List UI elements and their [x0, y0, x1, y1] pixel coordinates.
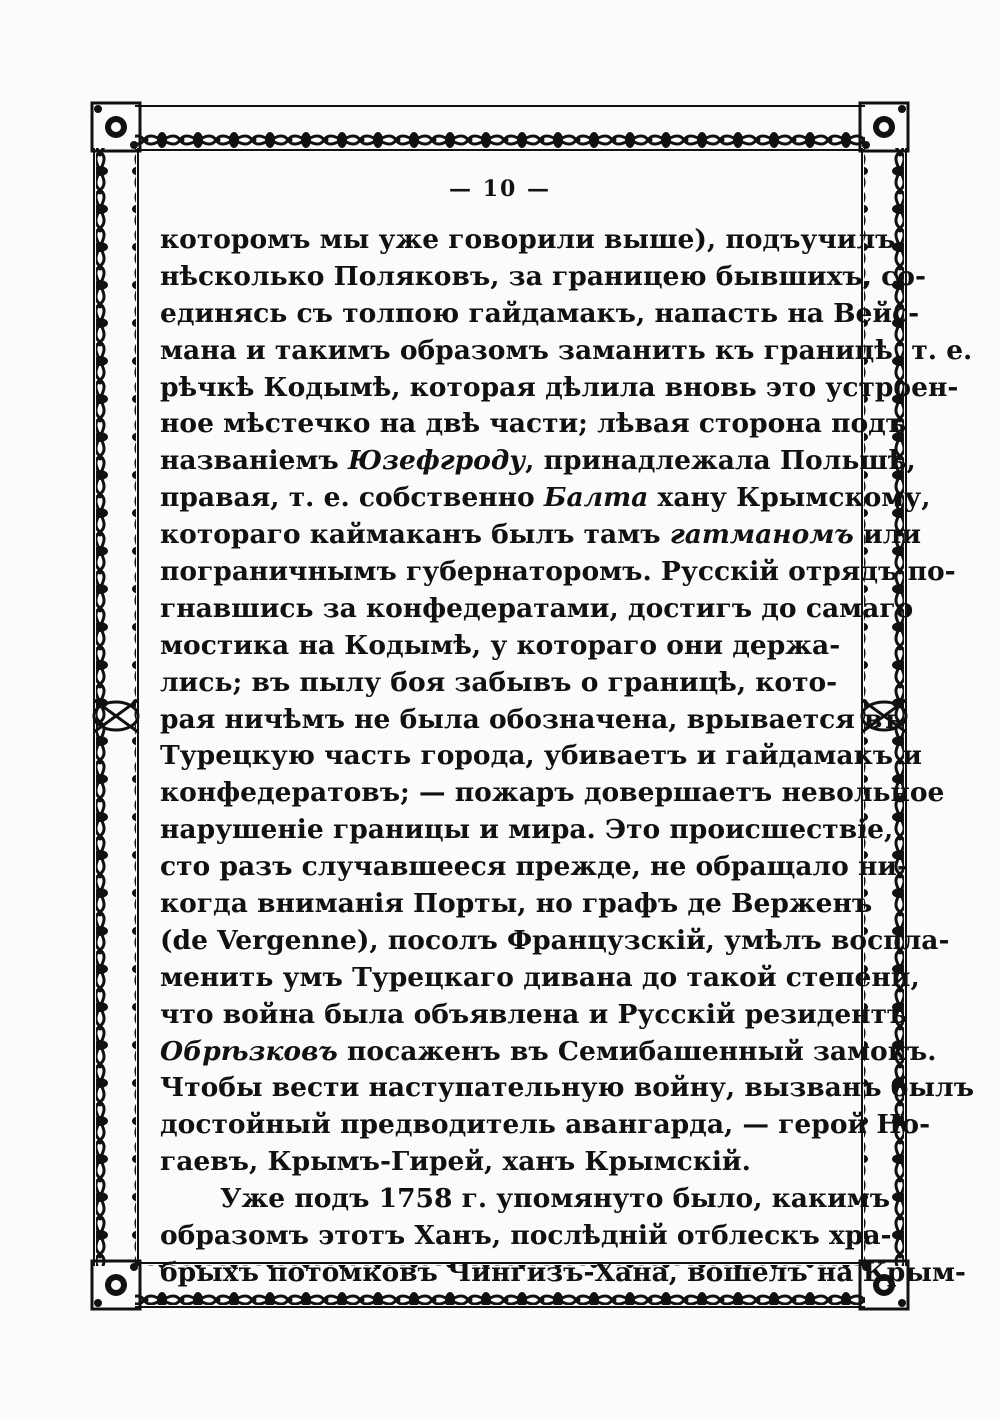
text-line: (de Vergenne), посолъ Французскій, умѣлъ воспла-: [160, 924, 950, 956]
text-line: гнавшись за конфедератами, достигъ до самаго: [160, 592, 914, 624]
text-line: мана и такимъ образомъ заманить къ границѣ, т. е.: [160, 334, 973, 366]
text-line: мостика на Кодымѣ, у котораго они держа-: [160, 629, 841, 661]
italic-place-name: Юзефгроду: [347, 445, 526, 477]
text-line: правая, т. е. собственно Балта хану Крымскому,: [160, 482, 931, 514]
italic-person-name: Обрѣзковъ: [160, 1035, 338, 1067]
border-top: [135, 108, 865, 148]
text-line: брыхъ потомковъ Чингизъ-Хана, вошелъ на Крым-: [160, 1256, 966, 1288]
text-line: менить умъ Турецкаго дивана до такой степени,: [160, 961, 920, 993]
page-number: — 10 —: [449, 176, 551, 202]
corner-ornament-top-left: [92, 103, 140, 151]
text-line: лись; въ пылу боя забывъ о границѣ, кото-: [160, 666, 838, 698]
corner-ornament-top-right: [860, 103, 908, 151]
text-line: рѣчкѣ Кодымѣ, которая дѣлила вновь это устроен-: [160, 371, 959, 403]
text-line: рая ничѣмъ не была обозначена, врывается въ: [160, 703, 903, 735]
text-line: Уже подъ 1758 г. упомянуто было, какимъ: [220, 1183, 891, 1215]
italic-place-name: Балта: [543, 482, 649, 514]
text-line: когда вниманія Порты, но графъ де Верженъ: [160, 888, 873, 920]
text-line: что война была объявлена и Русскій резидентъ: [160, 998, 908, 1030]
text-line: сто разъ случавшееся прежде, не обращало ни-: [160, 851, 909, 883]
text-line: Турецкую часть города, убиваетъ и гайдамакъ и: [160, 740, 922, 772]
text-line: достойный предводитель авангарда, — герой Но-: [160, 1109, 931, 1141]
italic-title: гатманомъ: [669, 519, 854, 551]
text-line: Чтобы вести наступательную войну, вызванъ былъ: [160, 1072, 975, 1104]
text-line: конфедератовъ; — пожаръ довершаетъ невольное: [160, 777, 945, 809]
text-line: нѣсколько Поляковъ, за границею бывшихъ, со-: [160, 260, 926, 292]
text-line: названіемъ Юзефгроду, принадлежала Польшѣ,: [160, 445, 916, 477]
text-line: котораго каймаканъ былъ тамъ гатманомъ или: [160, 519, 921, 551]
text-line: гаевъ, Крымъ-Гирей, ханъ Крымскій.: [160, 1146, 751, 1178]
corner-ornament-bottom-left: [92, 1261, 140, 1309]
text-line: ное мѣстечко на двѣ части; лѣвая сторона подъ: [160, 408, 907, 440]
text-line: единясь съ толпою гайдамакъ, напасть на Вейс-: [160, 297, 920, 329]
text-line: пограничнымъ губернаторомъ. Русскій отрядъ по-: [160, 556, 956, 588]
text-line: Обрѣзковъ посаженъ въ Семибашенный замокъ.: [160, 1035, 937, 1067]
text-line: образомъ этотъ Ханъ, послѣдній отблескъ хра-: [160, 1220, 892, 1252]
text-line: нарушеніе границы и мира. Это происшествіе,: [160, 814, 894, 846]
body-text: [160, 222, 975, 1292]
text-line: которомъ мы уже говорили выше), подъучилъ: [160, 224, 896, 255]
